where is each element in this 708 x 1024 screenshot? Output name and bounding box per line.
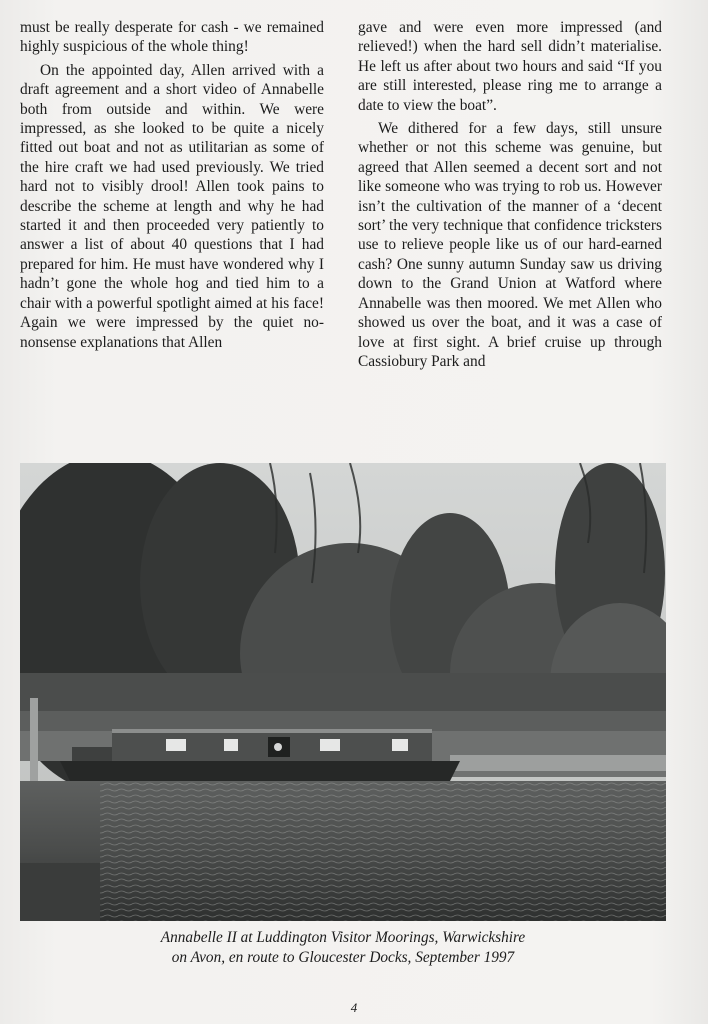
right-paragraph-2: We dithered for a few days, still unsure whether or not this scheme was genuine, but agreed that Allen seemed a decent sort and not like someone who was trying to rob us. However isn’t the cultivation of the manner of a ‘decent sort’ the very technique that confidence tricksters use to relieve people like us of our hard-earned cash? One sunny autumn Sunday saw us driving down to the Grand Union at Watford where Annabelle was then moored. We met Allen who showed us over the boat, and it was a case of love at first sight. A brief cruise up through Cassiobury Park and [358, 120, 662, 370]
caption-line-2: on Avon, en route to Gloucester Docks, September 1997 [171, 949, 515, 966]
left-paragraph-1: must be really desperate for cash - we remained highly suspicious of the whole thing! [20, 19, 324, 56]
caption-line-1: Annabelle II at Luddington Visitor Moorings, Warwickshire [160, 929, 526, 946]
photo-caption [20, 928, 666, 968]
left-column [20, 18, 324, 454]
page-number: 4 [350, 1000, 358, 1015]
narrowboat-photo [20, 463, 666, 921]
left-paragraph-2: On the appointed day, Allen arrived with a draft agreement and a short video of Annabelle both from outside and within. We were impressed, as she looked to be quite a nicely fitted out boat and not as utilitarian as some of the hire craft we had used previously. We tried hard not to visibly drool! Allen took pains to describe the scheme at length and why he had started it and then proceeded very patiently to answer a list of about 40 questions that I had prepared for him. He must have wondered why I hadn’t gone the whole hog and tied him to a chair with a powerful spotlight aimed at his face! Again we were impressed by the quiet no-nonsense explanations that Allen [20, 61, 324, 351]
right-column [358, 18, 662, 454]
text-columns [20, 18, 662, 454]
photo-illustration [20, 463, 666, 921]
right-paragraph-1: gave and were even more impressed (and relieved!) when the hard sell didn’t materialise. He left us after about two hours and said “If you are still interested, please ring me to arrange a date to view the boat”. [358, 19, 662, 114]
narrowboat [60, 729, 460, 781]
